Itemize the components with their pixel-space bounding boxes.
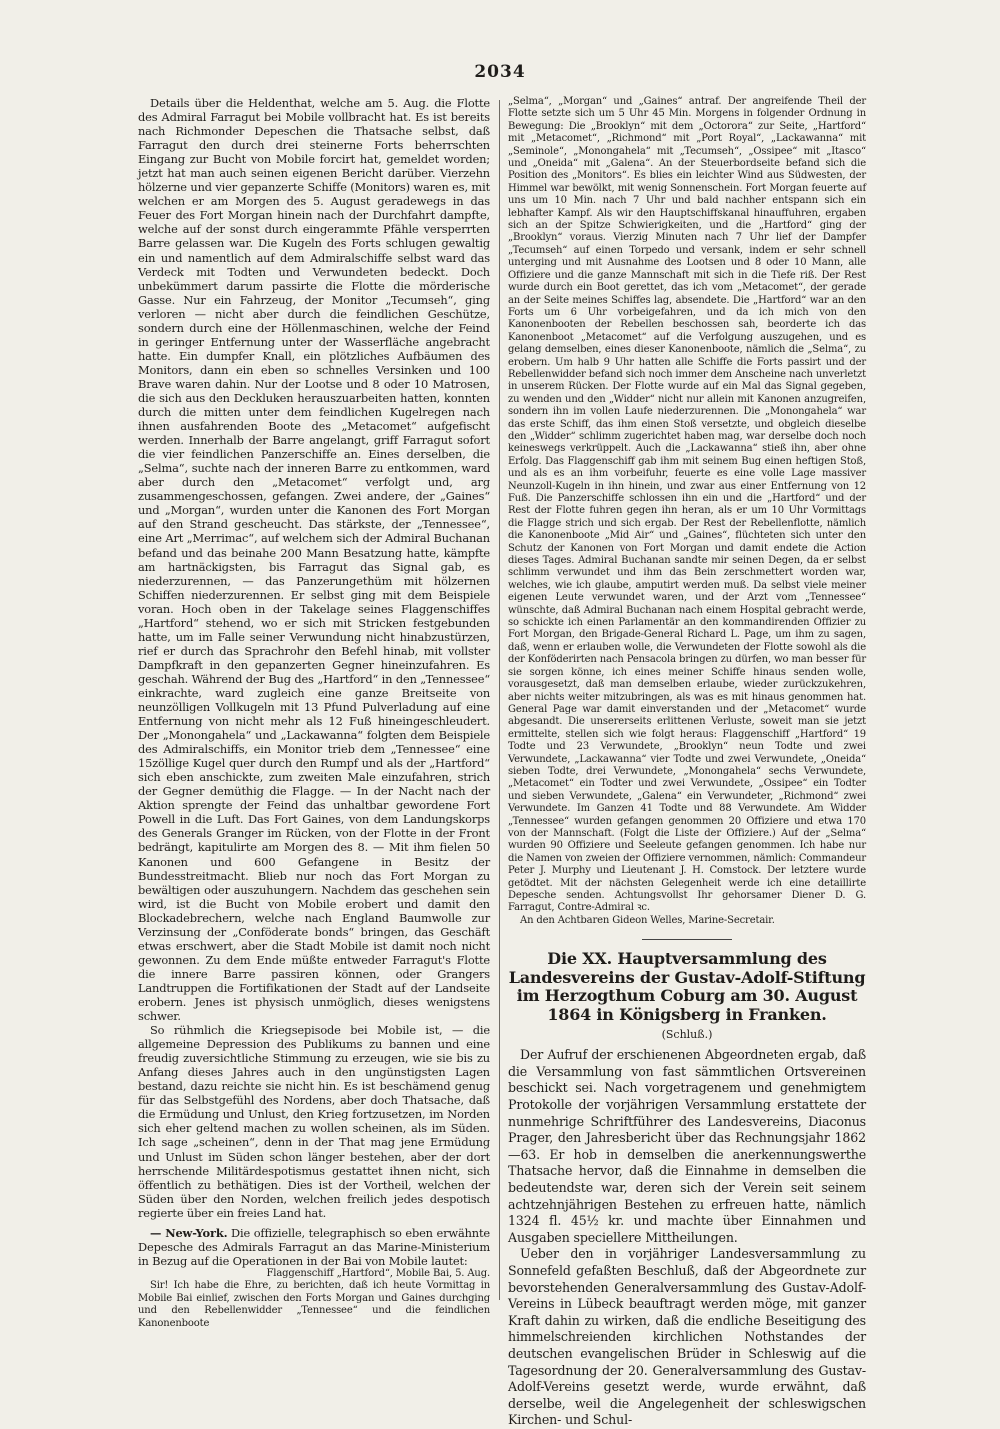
article-mobile-paragraph: Details über die Heldenthat, welche am 5. Aug. die Flotte des Admiral Farragut bei Mobile vollbracht hat. Es ist bereits nach Richmonder Depeschen die Thatsache selbst, daß Farragut den durch drei steinerne Forts beherrschten Eingang zur Bucht von Mobile forcirt hat, gemeldet worden; jetzt hat man auch seinen eigenen Bericht darüber. Vierzehn hölzerne und vier gepanzerte Schiffe (Monitors) waren es, mit welchen er am Morgen des 5. August geradewegs in das Feuer des Fort Morgan hinein nach der Durchfahrt dampfte, welche auf der sonst durch eingerammte Pfähle versperrten Barre gelassen war. Die Kugeln des Forts schlugen gewaltig ein und namentlich auf dem Admiralschiffe selbst ward das Verdeck mit Todten und Verwundeten bedeckt. Doch unbekümmert darum passirte die Flotte die mörderische Gasse. Nur ein Fahrzeug, der Monitor „Tecumseh“, ging verloren — nicht aber durch die feindlichen Geschütze, sondern durch eine der Höllenmaschinen, welche der Feind in geringer Entfernung unter der Wasserfläche angebracht hatte. Ein dumpfer Knall, ein plötzliches Aufbäumen des Monitors, dann ein eben so schnelles Versinken und 100 Brave waren dahin. Nur der Lootse und 8 oder 10 Matrosen, die sich aus den Deckluken herauszuarbeiten hatten, konnten durch die mitten unter dem feindlichen Kugelregen nach ihnen ausfahrenden Boote des „Metacomet“ aufgefischt werden. Innerhalb der Barre angelangt, griff Farragut sofort die vier feindlichen Panzerschiffe an. Eines derselben, die „Selma“, suchte nach der inneren Barre zu entkommen, ward aber durch den „Metacomet“ verfolgt und, arg zusammengeschossen, gefangen. Zwei andere, der „Gaines“ und „Morgan“, wurden unter die Kanonen des Fort Morgan auf den Strand gescheucht. Das stärkste, der „Tennessee“, eine Art „Merrimac“, auf welchem sich der Admiral Buchanan befand und das beinahe 200 Mann Besatzung hatte, kämpfte am hartnäckigsten, bis Farragut das Signal gab, es niederzurennen, — das Panzerungethüm mit hölzernen Schiffen niederzurennen. Er selbst ging mit dem Beispiele voran. Hoch oben in der Takelage seines Flaggenschiffes „Hartford“ stehend, wo er sich mit Stricken festgebunden hatte, um im Falle seiner Verwundung nicht hinabzustürzen, rief er durch das Sprachrohr den Befehl hinab, mit vollster Dampfkraft in den gepanzerten Gegner hineinzufahren. Es geschah. Während der Bug des „Hartford“ in den „Tennessee“ einkrachte, ward zugleich eine ganze Breitseite von neunzölligen Vollkugeln mit 13 Pfund Pulverladung auf eine Entfernung von nicht mehr als 12 Fuß hineingeschleudert. Der „Monongahela“ und „Lackawanna“ folgten dem Beispiele des Admiralschiffs, ein Monitor trieb dem „Tennessee“ eine 15zöllige Kugel quer durch den Rumpf und als der „Hartford“ sich eben anschickte, zum zweiten Male einzufahren, strich der Gegner demüthig die Flagge. — In der Nacht nach der Aktion sprengte der Feind das unhaltbar gewordene Fort Powell in die Luft. Das Fort Gaines, von dem Landungskorps des Generals Granger im Rücken, von der Flotte in der Front bedrängt, kapitulirte am Morgen des 8. — Mit ihm fielen 50 Kanonen und 600 Gefangene in Besitz der Bundesstreitmacht. Blieb nur noch das Fort Morgan zu bewältigen oder auszuhungern. Nachdem das geschehen sein wird, ist die Bucht von Mobile erobert und damit den Blockadebrechern, welche nach England Baumwolle zur Verzinsung der „Conföderate bonds“ bringen, das Geschäft etwas erschwert, aber die Stadt Mobile ist damit noch nicht gewonnen. Zu dem Ende müßte entweder Farragut's Flotte die innere Barre passiren können, oder Grangers Landtruppen die Fortifikationen der Stadt auf der Landseite erobern. Jenes ist physisch unmöglich, dieses wenigstens schwer.: [138, 96, 490, 1024]
article-mobile-paragraph: So rühmlich die Kriegsepisode bei Mobile ist, — die allgemeine Depression des Publikums zu bannen und eine freudig zuversichtliche Stimmung zu erzeugen, wie sie bis zu Anfang dieses Jahres auch in den ungünstigsten Lagen bestand, dazu reichte sie nicht hin. Es ist beschämend genug für das Selbstgefühl des Nordens, aber doch Thatsache, daß die Ermüdung und Unlust, den Krieg fortzusetzen, im Norden sich eher geltend machen zu wollen scheinen, als im Süden. Ich sage „scheinen“, denn in der That mag jene Ermüdung und Unlust im Süden schon länger bestehen, aber der dort herrschende Militärdespotismus gestattet ihnen nicht, sich öffentlich zu bethätigen. Dies ist der Vortheil, welchen der Süden über den Norden, welchen freilich jedes despotisch regierte über ein freies Land hat.: [138, 1023, 490, 1220]
letter-addressee: An den Achtbaren Gideon Welles, Marine-Secretair.: [520, 914, 775, 926]
letter-dateline: Flaggenschiff „Hartford“, Mobile Bai, 5. Aug.: [266, 1267, 490, 1279]
page-number: 2034: [474, 62, 526, 82]
assembly-paragraph: Der Aufruf der erschienenen Abgeordneten ergab, daß die Versammlung von fast sämmtlichen Ortsvereinen beschickt sei. Nach vorgetragenem und genehmigtem Protokolle der vorjährigen Versammlung erstattete der nunmehrige Schriftführer des Landesvereins, Diaconus Prager, den Jahresbericht über das Rechnungsjahr 1862—63. Er hob in demselben die anerkennungswerthe Thatsache hervor, daß die Einnahme in demselben die bedeutendste war, deren sich der Verein seit seinem achtzehnjährigen Bestehen zu erfreuen hatte, nämlich 1324 fl. 45½ kr. und machte über Einnahmen und Ausgaben speciellere Mittheilungen.: [508, 1047, 866, 1245]
new-york-paragraph: [138, 1226, 490, 1268]
new-york-text: Die offizielle, telegraphisch so eben erwähnte Depesche des Admirals Farragut an das Marine-Ministerium in Bezug auf die Operationen in der Bai von Mobile lautet:: [138, 1225, 490, 1268]
letter-start: Sir! Ich habe die Ehre, zu berichten, daß ich heute Vormittag in Mobile Bai einlief, zwischen den Forts Morgan und Gaines durchging und den Rebellenwidder „Tennessee“ und die feindlichen Kanonenboote: [138, 1280, 490, 1329]
article-divider: [642, 939, 732, 940]
column-divider: [499, 100, 500, 1300]
article-headline: Die XX. Hauptversammlung des Landesvereins der Gustav-Adolf-Stiftung im Herzogthum Coburg am 30. August 1864 in Königsberg in Franken.: [508, 949, 866, 1024]
assembly-paragraph: Ueber den in vorjähriger Landesversammlung zu Sonnefeld gefaßten Beschluß, daß der Abgeordnete zur bevorstehenden Generalversammlung des Gustav-Adolf-Vereins in Lübeck beauftragt werden möge, mit ganzer Kraft dahin zu wirken, daß die endliche Beseitigung des himmelschreienden kirchlichen Nothstandes der deutschen evangelischen Brüder in Schleswig auf die Tagesordnung der 20. Generalversammlung des Gustav-Adolf-Vereins gesetzt werde, wurde erwähnt, daß derselbe, weil die Angelegenheit der schleswigschen Kirchen- und Schul-: [508, 1246, 866, 1428]
right-column: [508, 96, 866, 1428]
new-york-label: — New-York.: [150, 1225, 228, 1240]
left-column: [138, 96, 490, 1329]
continuation-note: (Schluß.): [661, 1028, 713, 1042]
letter-continuation: „Selma“, „Morgan“ und „Gaines“ antraf. Der angreifende Theil der Flotte setzte sich um 5 Uhr 45 Min. Morgens in folgender Ordnung in Bewegung: Die „Brooklyn“ mit dem „Octorora“ zur Seite, „Hartford“ mit „Metacomet“, „Richmond“ mit „Port Royal“, „Lackawanna“ mit „Seminole“, „Monongahela“ mit „Tecumseh“, „Ossipee“ mit „Itasco“ und „Oneida“ mit „Galena“. An der Steuerbordseite befand sich die Position des „Monitors“. Es blies ein leichter Wind aus Südwesten, der Himmel war bewölkt, mit wenig Sonnenschein. Fort Morgan feuerte auf uns um 10 Min. nach 7 Uhr und bald nachher entspann sich ein lebhafter Kampf. Als wir den Hauptschiffskanal hinauffuhren, ergaben sich an der Spitze Schwierigkeiten, und die „Hartford“ ging der „Brooklyn“ voraus. Vierzig Minuten nach 7 Uhr lief der Dampfer „Tecumseh“ auf einen Torpedo und versank, indem er sehr schnell unterging und mit Ausnahme des Lootsen und 8 oder 10 Mann, alle Offiziere und die ganze Mannschaft mit sich in die Tiefe riß. Der Rest wurde durch ein Boot gerettet, das ich vom „Metacomet“, der gerade an der Seite meines Schiffes lag, absendete. Die „Hartford“ war an den Forts um 6 Uhr vorbeigefahren, und da ich mich von den Kanonenbooten der Rebellen beschossen sah, beorderte ich das Kanonenboot „Metacomet“ auf die Verfolgung auszugehen, und es gelang demselben, eines dieser Kanonenboote, nämlich die „Selma“, zu erobern. Um halb 9 Uhr hatten alle Schiffe die Forts passirt und der Rebellenwidder befand sich noch immer dem Anscheine nach unverletzt in unserem Rücken. Der Flotte wurde auf ein Mal das Signal gegeben, zu wenden und den „Widder“ nicht nur allein mit Kanonen anzugreifen, sondern ihn im vollen Laufe niederzurennen. Die „Monongahela“ war das erste Schiff, das ihm einen Stoß versetzte, und obgleich dieselbe den „Widder“ schlimm zugerichtet haben mag, war derselbe doch noch keineswegs verkrüppelt. Auch die „Lackawanna“ stieß ihn, aber ohne Erfolg. Das Flaggenschiff gab ihm mit seinem Bug einen heftigen Stoß, und als es an ihm vorbeifuhr, feuerte es eine volle Lage massiver Neunzoll-Kugeln in ihn hinein, und zwar aus einer Entfernung von 12 Fuß. Die Panzerschiffe schlossen ihn ein und die „Hartford“ und der Rest der Flotte fuhren gegen ihn heran, als er um 10 Uhr Vormittags die Flagge strich und sich ergab. Der Rest der Rebellenflotte, nämlich die Kanonenboote „Mid Air“ und „Gaines“, flüchteten sich unter den Schutz der Kanonen von Fort Morgan und damit endete die Action dieses Tages. Admiral Buchanan sandte mir seinen Degen, da er selbst schlimm verwundet und ihm das Bein zerschmettert worden war, welches, wie ich glaube, amputirt werden muß. Da selbst viele meiner eigenen Leute verwundet waren, und der Arzt vom „Tennessee“ wünschte, daß Admiral Buchanan nach einem Hospital gebracht werde, so schickte ich einen Parlamentär an den kommandirenden Offizier zu Fort Morgan, den Brigade-General Richard L. Page, um ihm zu sagen, daß, wenn er erlauben wolle, die Verwundeten der Flotte sowohl als die der Konföderirten nach Pensacola bringen zu dürfen, wo man besser für sie sorgen könne, ich eines meiner Schiffe hinaus senden wolle, vorausgesetzt, daß man demselben erlaube, wieder zurückzukehren, aber nichts weiter mitzubringen, als was es mit hinaus genommen hat. General Page war damit einverstanden und der „Metacomet“ wurde abgesandt. Die unsererseits erlittenen Verluste, soweit man sie jetzt ermittelte, stellen sich wie folgt heraus: Flaggenschiff „Hartford“ 19 Todte und 23 Verwundete, „Brooklyn“ neun Todte und zwei Verwundete, „Lackawanna“ vier Todte und zwei Verwundete, „Oneida“ sieben Todte, drei Verwundete, „Monongahela“ sechs Verwundete, „Metacomet“ ein Todter und zwei Verwundete, „Ossipee“ ein Todter und sieben Verwundete, „Galena“ ein Verwundeter, „Richmond“ zwei Verwundete. Im Ganzen 41 Todte und 88 Verwundete. Am Widder „Tennessee“ wurden gefangen genommen 20 Offiziere und etwa 170 von der Mannschaft. (Folgt die Liste der Offiziere.) Auf der „Selma“ wurden 90 Offiziere und Seeleute gefangen genommen. Ich habe nur die Namen von zweien der Offiziere vernommen, nämlich: Commandeur Peter J. Murphy und Lieutenant J. H. Comstock. Der letztere wurde getödtet. Mit der nächsten Gelegenheit werde ich eine detaillirte Depesche senden. Achtungsvollst Ihr gehorsamer Diener D. G. Farragut, Contre-Admiral ꝛc.: [508, 96, 866, 914]
